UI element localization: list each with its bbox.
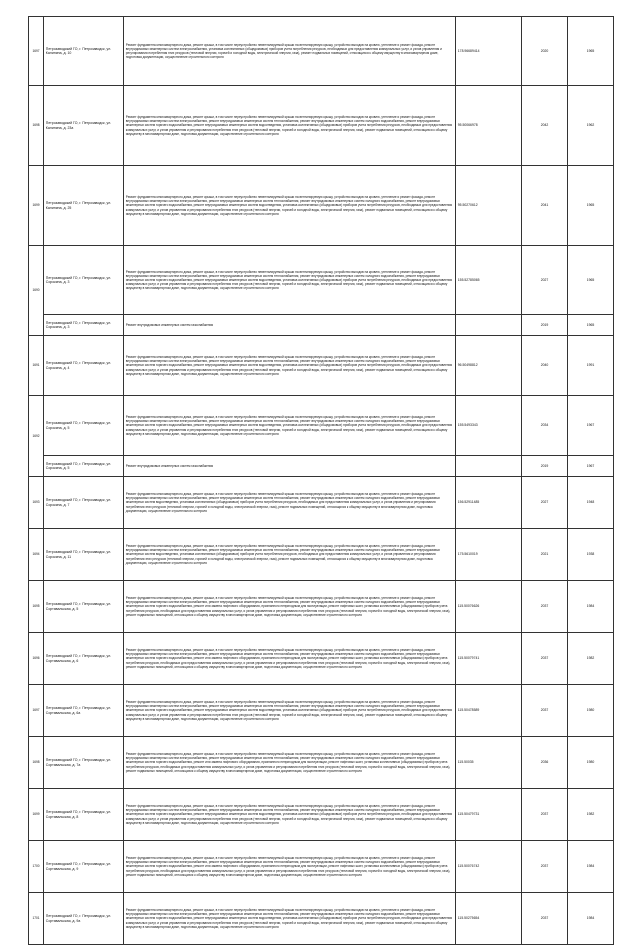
repair-works: Ремонт фундамента многоквартирного дома, ремонт крыши, в том числе переустройство невентилируемой крыши на вентилируемую крышу, устройство выходов на кровлю, утепление и ремонт фасада, ремонт внутридомовых инженерных систем электроснабжения, ремонт внутридомовых инженерных систем теплоснабжения, ремонт внутридомовых инженерных систем холодного водоснабжения, ремонт внутридомовых инженерных систем водоотведения, установка коллективных (общедомовых) приборов учета потребления ресурсов, необходимых для предоставления коммунальных услуг, и узлов управления и регулирования потребления этих ресурсов (тепловой энергии, горячей и холодной воды, электрической энергии, газа), ремонт подвальных помещений, относящихся к общему имуществу в многоквартирном доме, подготовка документации, осуществление строительного контроля [124, 529, 456, 581]
table-row [29, 633, 614, 685]
planned-year: 2037 [522, 633, 568, 685]
repair-works: Ремонт фундамента многоквартирного дома, ремонт крыши, в том числе переустройство невентилируемой крыши на вентилируемую крышу, устройство выходов на кровлю, утепление и ремонт фасада, ремонт внутридомовых инженерных систем электроснабжения, ремонт внутридомовых инженерных систем теплоснабжения, ремонт внутридомовых инженерных систем холодного водоснабжения, ремонт внутридомовых инженерных систем горячего водоснабжения, ремонт внутридомовых инженерных систем водоотведения, установка коллективных (общедомовых) приборов учета потребления ресурсов, необходимых для предоставления коммунальных услуг, и узлов управления и регулирования потребления этих ресурсов (тепловой энергии, горячей и холодной воды, электрической энергии, газа), ремонт подвальных помещений, относящихся к общему имуществу в многоквартирном доме, подготовка документации, осуществление строительного контроля [124, 86, 456, 166]
repair-works: Ремонт фундамента многоквартирного дома, ремонт крыши, в том числе переустройство невентилируемой крыши на вентилируемую крышу, устройство выходов на кровлю, утепление и ремонт фасада, ремонт внутридомовых инженерных систем электроснабжения, установка коллективных (общедомовых) приборов учета потребления ресурсов, необходимых для предоставления коммунальных услуг, и узлов управления и регулирования потребления этих ресурсов (тепловой энергии, горячей и холодной воды, электрической энергии, газа), ремонт подвальных помещений, относящихся к общему имуществу в многоквартирном доме, подготовка документации, осуществление строительного контроля [124, 17, 456, 86]
build-year: 1965 [568, 166, 614, 246]
house-address: Петрозаводский ГО, г. Петрозаводск, ул. Сорокина, д. 3 [44, 246, 124, 315]
planned-year: 2042 [522, 86, 568, 166]
registry-table [28, 16, 614, 945]
row-number: 1693 [29, 477, 44, 529]
build-year: 1991 [568, 336, 614, 396]
row-number: 1698 [29, 737, 44, 789]
row-number: 1698 [29, 86, 44, 166]
repair-works: Ремонт фундамента многоквартирного дома, ремонт крыши, в том числе переустройство невентилируемой крыши на вентилируемую крышу, устройство выходов на кровлю, утепление и ремонт фасада, ремонт внутридомовых инженерных систем электроснабжения, ремонт внутридомовых инженерных систем теплоснабжения, ремонт внутридомовых инженерных систем холодного водоснабжения, ремонт внутридомовых инженерных систем горячего водоснабжения, ремонт внутридомовых инженерных систем водоотведения, установка коллективных (общедомовых) приборов учета потребления ресурсов, необходимых для предоставления коммунальных услуг, и узлов управления и регулирования потребления этих ресурсов (тепловой энергии, горячей и холодной воды, электрической энергии, газа), ремонт подвальных помещений, относящихся к общему имуществу в многоквартирном доме, подготовка документации, осуществление строительного контроля [124, 336, 456, 396]
repair-cost: 115.50478589 [456, 685, 522, 737]
repair-cost [456, 315, 522, 336]
repair-cost: 115.50035 [456, 737, 522, 789]
row-number: 1692 [29, 396, 44, 477]
repair-cost: 96.50498812 [456, 336, 522, 396]
repair-works: Ремонт фундамента многоквартирного дома, ремонт крыши, в том числе переустройство невентилируемой крыши на вентилируемую крышу, устройство выходов на кровлю, утепление и ремонт фасада, ремонт внутридомовых инженерных систем электроснабжения, ремонт внутридомовых инженерных систем теплоснабжения, ремонт внутридомовых инженерных систем холодного водоснабжения, ремонт внутридомовых инженерных систем горячего водоснабжения, ремонт внутридомовых инженерных систем водоотведения, установка коллективных (общедомовых) приборов учета потребления ресурсов, необходимых для предоставления коммунальных услуг, и узлов управления и регулирования потребления этих ресурсов (тепловой энергии, горячей и холодной воды, электрической энергии, газа), ремонт подвальных помещений, относящихся к общему имуществу в многоквартирном доме, подготовка документации, осуществление строительного контроля [124, 166, 456, 246]
planned-year: 2027 [522, 477, 568, 529]
planned-year: 2037 [522, 893, 568, 945]
planned-year: 2020 [522, 17, 568, 86]
repair-works: Ремонт внутридомовых инженерных систем газоснабжения [124, 315, 456, 336]
repair-works: Ремонт внутридомовых инженерных систем газоснабжения [124, 456, 456, 477]
table-row [29, 581, 614, 633]
planned-year: 2034 [522, 396, 568, 456]
planned-year: 2037 [522, 685, 568, 737]
build-year: 1980 [568, 737, 614, 789]
row-number: 1699 [29, 789, 44, 841]
repair-works: Ремонт фундамента многоквартирного дома, ремонт крыши, в том числе переустройство невентилируемой крыши на вентилируемую крышу, устройство выходов на кровлю, утепление и ремонт фасада, ремонт внутридомовых инженерных систем электроснабжения, ремонт внутридомовых инженерных систем теплоснабжения, ремонт внутридомовых инженерных систем холодного водоснабжения, ремонт внутридомовых инженерных систем горячего водоснабжения, ремонт или замена лифтового оборудования, признанного непригодным для эксплуатации, ремонт лифтовых шахт, установка коллективных (общедомовых) приборов учета потребления ресурсов, необходимых для предоставления коммунальных услуг, и узлов управления и регулирования потребления этих ресурсов (тепловой энергии, горячей и холодной воды, электрической энергии, газа), ремонт подвальных помещений, относящихся к общему имуществу в многоквартирном доме, подготовка документации, осуществление строительного контроля [124, 581, 456, 633]
repair-cost: 175.5610019 [456, 529, 522, 581]
table-row [29, 86, 614, 166]
house-address: Петрозаводский ГО, г. Петрозаводск, ул. Калинина, д. 10 [44, 17, 124, 86]
planned-year: 2019 [522, 315, 568, 336]
planned-year: 2037 [522, 841, 568, 893]
house-address: Петрозаводский ГО, г. Петрозаводск, ул. Сортавальская, д. 8 [44, 789, 124, 841]
repair-cost [456, 456, 522, 477]
table-row [29, 529, 614, 581]
build-year: 1984 [568, 581, 614, 633]
repair-cost: 115.50076626 [456, 581, 522, 633]
repair-works: Ремонт фундамента многоквартирного дома, ремонт крыши, в том числе переустройство невентилируемой крыши на вентилируемую крышу, устройство выходов на кровлю, утепление и ремонт фасада, ремонт внутридомовых инженерных систем электроснабжения, ремонт внутридомовых инженерных систем теплоснабжения, ремонт внутридомовых инженерных систем холодного водоснабжения, ремонт внутридомовых инженерных систем горячего водоснабжения, ремонт внутридомовых инженерных систем водоотведения, установка коллективных (общедомовых) приборов учета потребления ресурсов, необходимых для предоставления коммунальных услуг, и узлов управления и регулирования потребления этих ресурсов (тепловой энергии, горячей и холодной воды, электрической энергии, газа), ремонт подвальных помещений, относящихся к общему имуществу в многоквартирном доме, подготовка документации, осуществление строительного контроля [124, 396, 456, 456]
table-row [29, 456, 614, 477]
planned-year: 2040 [522, 336, 568, 396]
planned-year: 2021 [522, 529, 568, 581]
house-address: Петрозаводский ГО, г. Петрозаводск, ул. Сорокина, д. 5 [44, 396, 124, 456]
table-row [29, 841, 614, 893]
build-year: 1948 [568, 477, 614, 529]
row-number: 1696 [29, 633, 44, 685]
table-row [29, 737, 614, 789]
repair-works: Ремонт фундамента многоквартирного дома, ремонт крыши, в том числе переустройство невентилируемой крыши на вентилируемую крышу, устройство выходов на кровлю, утепление и ремонт фасада, ремонт внутридомовых инженерных систем электроснабжения, ремонт внутридомовых инженерных систем теплоснабжения, ремонт внутридомовых инженерных систем холодного водоснабжения, ремонт внутридомовых инженерных систем горячего водоснабжения, ремонт внутридомовых инженерных систем водоотведения, установка коллективных (общедомовых) приборов учета потребления ресурсов, необходимых для предоставления коммунальных услуг, и узлов управления и регулирования потребления этих ресурсов (тепловой энергии, горячей и холодной воды, электрической энергии, газа), ремонт подвальных помещений, относящихся к общему имуществу в многоквартирном доме, подготовка документации, осуществление строительного контроля [124, 789, 456, 841]
repair-cost: 95.50066978 [456, 86, 522, 166]
build-year: 1962 [568, 86, 614, 166]
row-number: 1700 [29, 841, 44, 893]
repair-cost: 115.50076742 [456, 841, 522, 893]
build-year: 1965 [568, 17, 614, 86]
repair-cost: 115.50275654 [456, 893, 522, 945]
row-number: 1695 [29, 581, 44, 633]
build-year: 1967 [568, 456, 614, 477]
house-address: Петрозаводский ГО, г. Петрозаводск, ул. Сортавальская, д. 6 [44, 633, 124, 685]
house-address: Петрозаводский ГО, г. Петрозаводск, ул. Сортавальская, д. 7а [44, 737, 124, 789]
table-row [29, 315, 614, 336]
house-address: Петрозаводский ГО, г. Петрозаводск, ул. Сорокина, д. 11 [44, 529, 124, 581]
planned-year: 2037 [522, 789, 568, 841]
build-year: 1965 [568, 315, 614, 336]
house-address: Петрозаводский ГО, г. Петрозаводск, ул. Сортавальская, д. 9 [44, 841, 124, 893]
table-row [29, 789, 614, 841]
planned-year: 2019 [522, 456, 568, 477]
table-row [29, 336, 614, 396]
build-year: 1980 [568, 685, 614, 737]
house-address: Петрозаводский ГО, г. Петрозаводск, ул. Сорокина, д. 3 [44, 315, 124, 336]
house-address: Петрозаводский ГО, г. Петрозаводск, ул. Сорокина, д. 4 [44, 336, 124, 396]
table-row [29, 893, 614, 945]
repair-cost: 155.52785065 [456, 246, 522, 315]
table-row [29, 477, 614, 529]
repair-works: Ремонт фундамента многоквартирного дома, ремонт крыши, в том числе переустройство невентилируемой крыши на вентилируемую крышу, устройство выходов на кровлю, утепление и ремонт фасада, ремонт внутридомовых инженерных систем электроснабжения, ремонт внутридомовых инженерных систем теплоснабжения, ремонт внутридомовых инженерных систем холодного водоснабжения, ремонт внутридомовых инженерных систем горячего водоснабжения, ремонт или замена лифтового оборудования, признанного непригодным для эксплуатации, ремонт лифтовых шахт, установка коллективных (общедомовых) приборов учета потребления ресурсов, необходимых для предоставления коммунальных услуг, и узлов управления и регулирования потребления этих ресурсов (тепловой энергии, горячей и холодной воды, электрической энергии, газа), ремонт подвальных помещений, относящихся к общему имуществу в многоквартирном доме, подготовка документации, осуществление строительного контроля [124, 841, 456, 893]
repair-cost: 115.50479731 [456, 789, 522, 841]
table-row [29, 17, 614, 86]
house-address: Петрозаводский ГО, г. Петрозаводск, ул. Сортавальская, д. 6а [44, 685, 124, 737]
planned-year: 2027 [522, 246, 568, 315]
house-address: Петрозаводский ГО, г. Петрозаводск, ул. Сортавальская, д. 9а [44, 893, 124, 945]
repair-works: Ремонт фундамента многоквартирного дома, ремонт крыши, в том числе переустройство невентилируемой крыши на вентилируемую крышу, устройство выходов на кровлю, утепление и ремонт фасада, ремонт внутридомовых инженерных систем электроснабжения, ремонт внутридомовых инженерных систем теплоснабжения, ремонт внутридомовых инженерных систем холодного водоснабжения, ремонт внутридомовых инженерных систем водоотведения, установка коллективных (общедомовых) приборов учета потребления ресурсов, необходимых для предоставления коммунальных услуг, и узлов управления и регулирования потребления этих ресурсов (тепловой энергии, горячей и холодной воды, электрической энергии, газа), ремонт подвальных помещений, относящихся к общему имуществу в многоквартирном доме, подготовка документации, осуществление строительного контроля [124, 477, 456, 529]
repair-cost: 95.50270612 [456, 166, 522, 246]
registry-table-body [29, 17, 614, 945]
build-year: 1938 [568, 529, 614, 581]
planned-year: 2041 [522, 166, 568, 246]
row-number: 1699 [29, 166, 44, 246]
planned-year: 2036 [522, 737, 568, 789]
repair-cost: 115.50079741 [456, 633, 522, 685]
repair-works: Ремонт фундамента многоквартирного дома, ремонт крыши, в том числе переустройство невентилируемой крыши на вентилируемую крышу, устройство выходов на кровлю, утепление и ремонт фасада, ремонт внутридомовых инженерных систем электроснабжения, ремонт внутридомовых инженерных систем теплоснабжения, ремонт внутридомовых инженерных систем холодного водоснабжения, ремонт внутридомовых инженерных систем горячего водоснабжения, ремонт внутридомовых инженерных систем водоотведения, установка коллективных (общедомовых) приборов учета потребления ресурсов, необходимых для предоставления коммунальных услуг, и узлов управления и регулирования потребления этих ресурсов (тепловой энергии, горячей и холодной воды, электрической энергии, газа), ремонт подвальных помещений, относящихся к общему имуществу в многоквартирном доме, подготовка документации, осуществление строительного контроля [124, 893, 456, 945]
row-number: 1694 [29, 529, 44, 581]
table-row [29, 246, 614, 315]
row-number: 1691 [29, 336, 44, 396]
row-number: 1701 [29, 893, 44, 945]
build-year: 1982 [568, 633, 614, 685]
house-address: Петрозаводский ГО, г. Петрозаводск, ул. Калинина, д. 25 [44, 166, 124, 246]
planned-year: 2037 [522, 581, 568, 633]
house-address: Петрозаводский ГО, г. Петрозаводск, ул. Сорокина, д. 7 [44, 477, 124, 529]
build-year: 1965 [568, 246, 614, 315]
repair-cost: 155.5493343 [456, 396, 522, 456]
build-year: 1967 [568, 396, 614, 456]
house-address: Петрозаводский ГО, г. Петрозаводск, ул. Сорокина, д. 5 [44, 456, 124, 477]
repair-works: Ремонт фундамента многоквартирного дома, ремонт крыши, в том числе переустройство невентилируемой крыши на вентилируемую крышу, устройство выходов на кровлю, утепление и ремонт фасада, ремонт внутридомовых инженерных систем электроснабжения, ремонт внутридомовых инженерных систем теплоснабжения, ремонт внутридомовых инженерных систем холодного водоснабжения, ремонт внутридомовых инженерных систем горячего водоснабжения, ремонт внутридомовых инженерных систем водоотведения, установка коллективных (общедомовых) приборов учета потребления ресурсов, необходимых для предоставления коммунальных услуг, и узлов управления и регулирования потребления этих ресурсов (тепловой энергии, горячей и холодной воды, электрической энергии, газа), ремонт подвальных помещений, относящихся к общему имуществу в многоквартирном доме, подготовка документации, осуществление строительного контроля [124, 685, 456, 737]
table-row [29, 396, 614, 456]
repair-cost: 178.96689414 [456, 17, 522, 86]
row-number: 1697 [29, 685, 44, 737]
repair-works: Ремонт фундамента многоквартирного дома, ремонт крыши, в том числе переустройство невентилируемой крыши на вентилируемую крышу, устройство выходов на кровлю, утепление и ремонт фасада, ремонт внутридомовых инженерных систем электроснабжения, ремонт внутридомовых инженерных систем теплоснабжения, ремонт внутридомовых инженерных систем холодного водоснабжения, ремонт внутридомовых инженерных систем горячего водоснабжения, ремонт или замена лифтового оборудования, признанного непригодным для эксплуатации, ремонт лифтовых шахт, установка коллективных (общедомовых) приборов учета потребления ресурсов, необходимых для предоставления коммунальных услуг, и узлов управления и регулирования потребления этих ресурсов (тепловой энергии, горячей и холодной воды, электрической энергии, газа), ремонт подвальных помещений, относящихся к общему имуществу в многоквартирном доме, подготовка документации, осуществление строительного контроля [124, 737, 456, 789]
house-address: Петрозаводский ГО, г. Петрозаводск, ул. Калинина, д. 23а [44, 86, 124, 166]
repair-cost: 156.52911485 [456, 477, 522, 529]
build-year: 1984 [568, 893, 614, 945]
repair-works: Ремонт фундамента многоквартирного дома, ремонт крыши, в том числе переустройство невентилируемой крыши на вентилируемую крышу, устройство выходов на кровлю, утепление и ремонт фасада, ремонт внутридомовых инженерных систем электроснабжения, ремонт внутридомовых инженерных систем теплоснабжения, ремонт внутридомовых инженерных систем холодного водоснабжения, ремонт внутридомовых инженерных систем горячего водоснабжения, ремонт или замена лифтового оборудования, признанного непригодным для эксплуатации, ремонт лифтовых шахт, установка коллективных (общедомовых) приборов учета потребления ресурсов, необходимых для предоставления коммунальных услуг, и узлов управления и регулирования потребления этих ресурсов (тепловой энергии, горячей и холодной воды, электрической энергии, газа), ремонт подвальных помещений, относящихся к общему имуществу в многоквартирном доме, подготовка документации, осуществление строительного контроля [124, 633, 456, 685]
repair-works: Ремонт фундамента многоквартирного дома, ремонт крыши, в том числе переустройство невентилируемой крыши на вентилируемую крышу, устройство выходов на кровлю, утепление и ремонт фасада, ремонт внутридомовых инженерных систем электроснабжения, ремонт внутридомовых инженерных систем теплоснабжения, ремонт внутридомовых инженерных систем холодного водоснабжения, ремонт внутридомовых инженерных систем горячего водоснабжения, ремонт внутридомовых инженерных систем водоотведения, установка коллективных (общедомовых) приборов учета потребления ресурсов, необходимых для предоставления коммунальных услуг, и узлов управления и регулирования потребления этих ресурсов (тепловой энергии, горячей и холодной воды, электрической энергии, газа), ремонт подвальных помещений, относящихся к общему имуществу в многоквартирном доме, подготовка документации, осуществление строительного контроля [124, 246, 456, 315]
table-row [29, 166, 614, 246]
table-row [29, 685, 614, 737]
row-number: 1697 [29, 17, 44, 86]
build-year: 1984 [568, 841, 614, 893]
build-year: 1982 [568, 789, 614, 841]
row-number: 1690 [29, 246, 44, 336]
house-address: Петрозаводский ГО, г. Петрозаводск, ул. Сортавальская, д. 5 [44, 581, 124, 633]
